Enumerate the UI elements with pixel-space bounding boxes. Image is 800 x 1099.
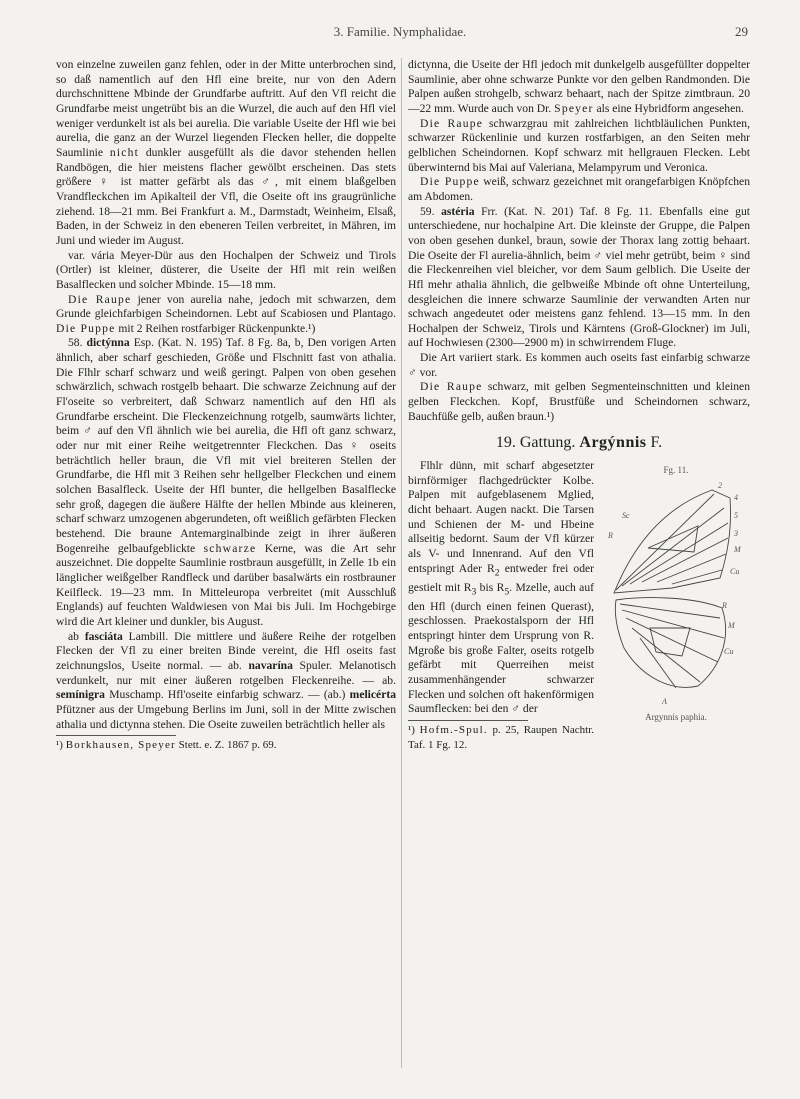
svg-text:2: 2	[718, 480, 722, 490]
species-entry-dictynna: 58. dictýnna Esp. (Kat. N. 195) Taf. 8 Fg. 8a, b, Den vorigen Arten ähnlich, aber scharf geschieden, Größe und Flschnitt fast von athalia. Die Flhlr scharf schwarz und weiß geringt. Palpen von oben gesehen schwärzlich, schwach rostgelb behaart. Die schwarze Zeichnung auf der Fl'oseite so verbreitert, daß Schwarz namentlich auf den Hfl als Grundfarbe erscheint. Die Fleckenzeichnung rotgelb, saumwärts lichter, beim ♂ auf den Vfl ähnlich wie bei aurelia, die Hfl oft ganz schwarz, oder nur mit einer Reihe weitgetrennter Fleckchen. Das ♀ oseits beträchtlich heller braun, die Vfl mit viel breiteren Stellen der Grundfarbe, die Hfl mit 3 Reihen sehr hellgelber Fleckchen und einem solchen Basalfleck. Useite der Hfl bunter, die hellgelben Basalflecke sehr groß, dagegen die äußere Hälfte der hellen Mbinde aus kleineren, scharf schwarz umzogenen abgerundeten, oft weißlich gefärbten Flecken bestehend. Die braune Antemarginalbinde zeigt in ihrer äußeren Bogenreihe gelbaufgeblickte schwarze Kerne, was die Art sehr auszeichnet. Die doppelte Saumlinie rostbraun ausgefüllt, in Zelle 1b ein länglicher weißgelber Randfleck und darüber basalwärts ein rostbrauner Keilfleck. 19—23 mm. In Mitteleuropa verbreitet (mit Ausschluß Englands) auf feuchten Waldwiesen von Mai bis Juli. Im Hochgebirge wird die Art kleiner und dunkler, bis August.	[56, 336, 396, 628]
paragraph: var. vária Meyer-Dür aus den Hochalpen der Schweiz und Tirols (Ortler) ist kleiner, düsterer, die Useite der Hfl mit rein weißen Basalflecken und solcher Mbinde. 15—18 mm.	[56, 248, 396, 291]
paragraph: Die Art variiert stark. Es kommen auch oseits fast einfarbig schwarze ♂ vor.	[408, 351, 750, 379]
svg-text:A: A	[662, 696, 667, 706]
footnote: ¹) Borkhausen, Speyer Stett. e. Z. 1867 p. 69.	[56, 739, 277, 752]
genus-heading: 19. Gattung. Argýnnis F.	[495, 434, 663, 452]
svg-text:Cu: Cu	[724, 646, 734, 656]
svg-text:R: R	[608, 530, 613, 540]
svg-text:5: 5	[734, 510, 738, 520]
svg-text:R: R	[722, 600, 727, 610]
footnote: ¹) Hofm.-Spul. p. 25, Raupen Nachtr. Taf. 1 Fg. 12.	[408, 723, 595, 751]
svg-text:Sc: Sc	[622, 510, 630, 520]
page-number: 29	[735, 24, 748, 39]
paragraph: Die Raupe schwarz, mit gelben Segmenteinschnitten und kleinen gelben Fleckchen. Kopf, Brustfüße und Scheindornen schwarz, Bauchfüße gelb, außen braun.¹)	[408, 380, 750, 423]
page-header	[0, 24, 800, 40]
svg-text:3: 3	[734, 528, 738, 538]
paragraph: Die Raupe jener von aurelia nahe, jedoch mit schwarzen, dem Grunde gleichfarbigen Scheindornen. Lebt auf Scabiosen und Plantago. Die Puppe mit 2 Reihen rostfarbiger Rückenpunkte.¹)	[56, 292, 396, 335]
right-column	[408, 58, 750, 752]
paragraph: Die Puppe weiß, schwarz gezeichnet mit orangefarbigen Knöpfchen am Abdomen.	[408, 175, 750, 203]
figure-caption: Argynnis paphia.	[645, 711, 707, 722]
figure	[602, 463, 750, 724]
species-entry-asteria: 59. astéria Frr. (Kat. N. 201) Taf. 8 Fg. 11. Ebenfalls eine gut unterschiedene, nur hochalpine Art. Die kleinste der Gruppe, die Palpen von oben gesehen dunkel, braun, sowie der Thorax lang zottig behaart. Die Oseite der Fl aurelia-ähnlich, beim ♂ viel mehr getrübt, beim ♀ sind die Fleckenreihen viel bleicher, vor dem Saum gelblich. Die Useite der Hfl mehr athalia ähnlich, die gelbweiße Mbinde oft ohne Unterteilung, desgleichen die innere schwarze Saumlinie der verwandten Arten nur schwach angedeutet oder meistens ganz fehlend. 13—15 mm. In den Hochalpen der Schweiz, Tirols und Kärntens (Groß-Glockner) im Juli, auf Hochwiesen (2300—2900 m) in schwirrendem Fluge.	[408, 204, 750, 350]
column-divider	[401, 58, 402, 1068]
footnote-rule	[408, 720, 528, 721]
svg-text:Cu: Cu	[730, 566, 740, 576]
paragraph: ab fasciáta Lambill. Die mittlere und äußere Reihe der rotgelben Flecken der Vfl zu einer breiten Binde vereint, die Hfl oseits fast zeichnungslos, Useite normal. — ab. navarína Spuler. Melanotisch verdunkelt, nur mit einer äußeren rotgelben Fleckenreihe. — ab. semínigra Muschamp. Hfl'oseite einfarbig schwarz. — (ab.) melicérta Pfützner aus der Umgebung Berlins im Juni, soll in der Mitte zwischen athalia und dictynna stehen. Die Oseite zuweilen beträchtlich heller als	[56, 629, 397, 731]
svg-text:M: M	[734, 544, 741, 554]
genus-description: Flhlr dünn, mit scharf abgesetzter birnförmiger flachgedrückter Kolbe. Palpen mit aufgeblasenem Mglied, dicht behaart. Augen nackt. Die Tarsen und Schienen der M- und Hbeine allseitig bedornt. Saum der Vfl kürzer als V- und Innenrand. Auf den Vfl entspringt Ader $R_2$ entweder frei oder gestielt mit $R_3$ bis $R_5$. Mzelle, auch auf den Hfl (durch einen feinen Querast), geschlossen. Praekostalsporn der Hfl entspringt hinter dem Ursprung von R. Mgroße bis große Falter, oseits rotgelb gefärbt mit Querreihen meist zusammenhängender schwarzer Flecken und solchen oft hakenförmigen Saumflecken: bei den ♂ der	[408, 459, 594, 716]
svg-text:M: M	[728, 620, 735, 630]
svg-text:4: 4	[734, 492, 738, 502]
figure-label: Fg. 11.	[663, 465, 689, 476]
left-column	[56, 58, 396, 753]
paragraph: von einzelne zuweilen ganz fehlen, oder in der Mitte unterbrochen sind, so daß namentlich auf den Hfl eine breite, nur von den Adern durchschnittene Mbinde der Grundfarbe auftritt. Auf den Vfl reicht die Grundfarbe meist ungetrübt bis an die Wurzel, die auch auf den Hfl viel weniger verdunkelt ist als bei aurelia. Die variable Useite der Hfl wie bei aurelia, die ganz an der Wurzel liegenden Flecken heller, die doppelte Saumlinie nicht dunkler ausgefüllt als die davor stehenden hellen Randbögen, die hier meistens flacher gewölbt erscheinen. Das stets größere ♀ ist matter gefärbt als das ♂, mit einem blaßgelben Vrandfleckchen im Apikalteil der Vfl, die Oseite oft ins graugrünliche ziehend. 18—21 mm. Bei Frankfurt a. M., Darmstadt, Weinheim, Elsaß, Baden, in der Schweiz in den ebeneren Teilen verbreitet, in Mähren, im Juni und wieder im August.	[56, 58, 397, 247]
paragraph: dictynna, die Useite der Hfl jedoch mit dunkelgelb ausgefüllter doppelter Saumlinie, aber ohne schwarze Punkte vor den gelben Randmonden. Die Palpen außen strohgelb, schwarz behaart, nach der Spitze zimtbraun. 20—22 mm. Wurde auch von Dr. Speyer als eine Hybridform angesehen.	[408, 58, 750, 115]
running-title: 3. Familie. Nymphalidae.	[333, 24, 467, 39]
wing-venation-icon	[602, 478, 750, 708]
footnote-rule	[56, 735, 176, 736]
paragraph: Die Raupe schwarzgrau mit zahlreichen lichtbläulichen Punkten, schwarzer Rückenlinie und kurzen rostfarbigen, an den Seiten mehr gelblichen Scheindornen. Kopf schwarz mit hellgrauen Flecken. Lebt überwinternd bis Mai auf Valeriana, Melampyrum und Veronica.	[408, 116, 750, 174]
